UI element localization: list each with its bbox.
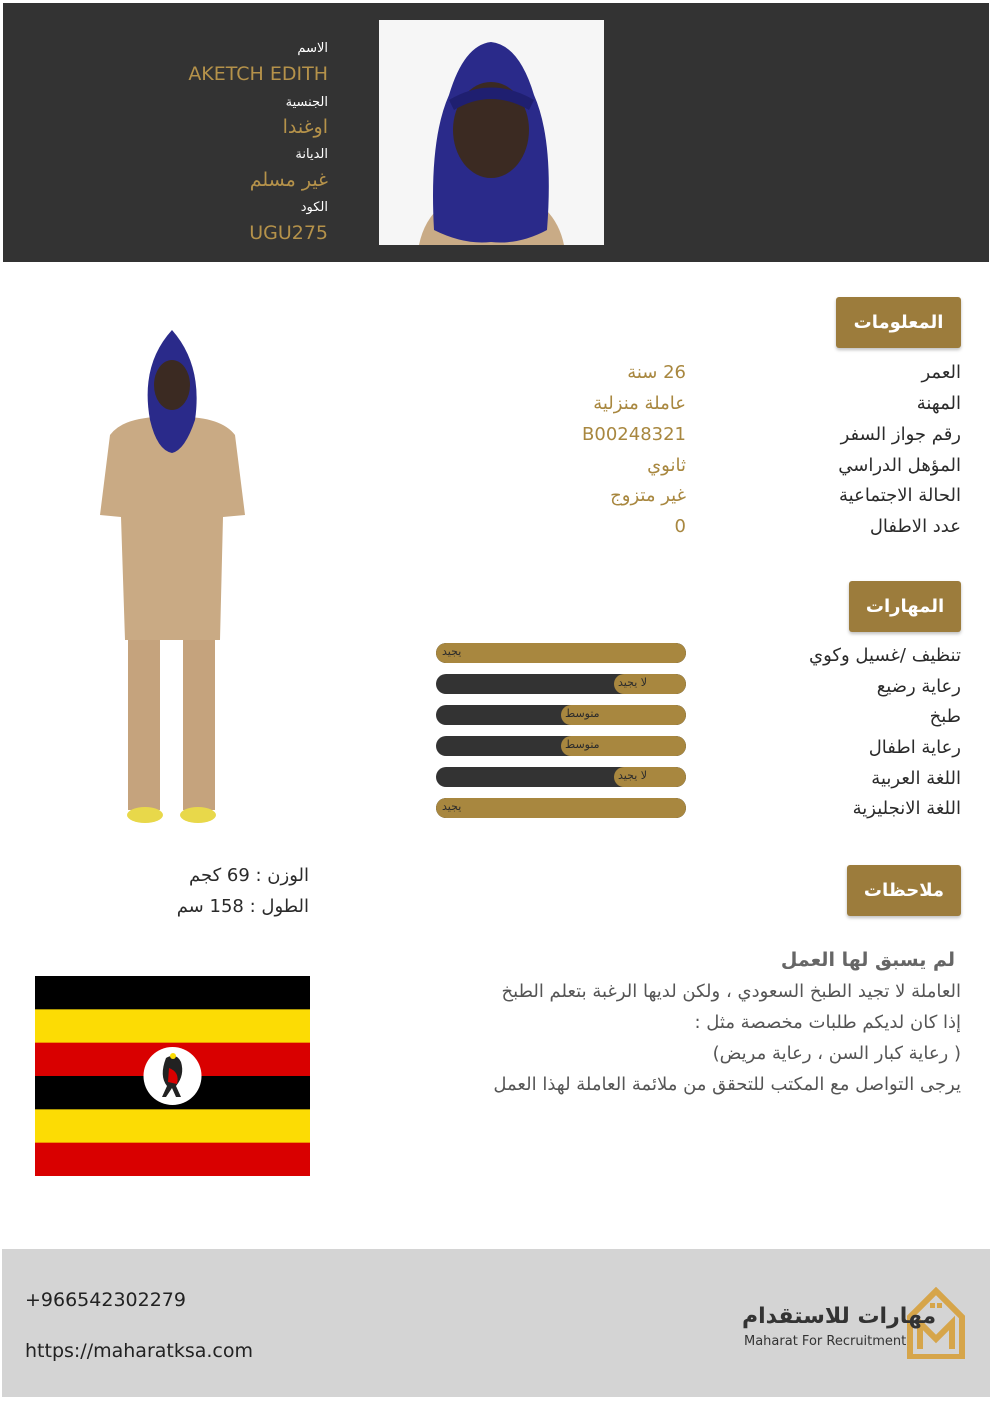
notes-heading: لم يسبق لها العمل xyxy=(780,949,955,971)
skill-level-text: يجيد xyxy=(442,800,462,813)
skill-label: اللغة الانجليزية xyxy=(852,798,961,819)
skill-level-bar xyxy=(436,798,686,818)
company-logo-english: Maharat For Recruitment xyxy=(744,1334,907,1349)
flag-stripe xyxy=(35,976,310,1010)
notes-section-title: ملاحظات xyxy=(847,865,961,916)
skill-level-text: لا يجيد xyxy=(618,769,648,782)
phone-number: +966542302279 xyxy=(25,1289,186,1311)
code-label: الكود xyxy=(300,200,328,215)
portrait-photo xyxy=(379,20,604,245)
marital-status-value: غير متزوج xyxy=(610,485,686,506)
skill-level-text: متوسط xyxy=(565,738,600,751)
nationality-label: الجنسية xyxy=(285,95,328,110)
height-value: الطول : 158 سم xyxy=(176,896,309,917)
note-line: العاملة لا تجيد الطبخ السعودي ، ولكن لديها الرغبة بتعلم الطبخ xyxy=(501,981,961,1002)
company-logo-arabic: مهارات للاستقدام xyxy=(742,1304,937,1329)
flag-stripe xyxy=(35,1109,310,1143)
website-link[interactable]: https://maharatksa.com xyxy=(25,1340,254,1362)
note-line: إذا كان لديكم طلبات مخصصة مثل : xyxy=(694,1012,961,1033)
note-line: ( رعاية كبار السن ، رعاية مريض) xyxy=(712,1043,961,1064)
skill-level-bar xyxy=(436,674,686,694)
uganda-flag xyxy=(35,976,310,1176)
flag-stripe xyxy=(35,1143,310,1176)
flag-stripe xyxy=(35,1009,310,1043)
skill-level-text: يجيد xyxy=(442,645,462,658)
passport-value: B00248321 xyxy=(582,424,686,445)
nationality-value: اوغندا xyxy=(282,116,328,138)
skill-level-text: لا يجيد xyxy=(618,676,648,689)
profession-label: المهنة xyxy=(916,393,961,414)
age-label: العمر xyxy=(921,362,961,383)
skill-label: تنظيف /غسيل وكوي xyxy=(809,645,961,666)
skill-level-bar xyxy=(436,767,686,787)
education-label: المؤهل الدراسي xyxy=(838,455,961,476)
children-label: عدد الاطفال xyxy=(869,516,961,537)
skill-level-fill xyxy=(436,798,686,818)
skill-level-bar xyxy=(436,643,686,663)
info-section-title: المعلومات xyxy=(836,297,961,348)
note-line: يرجى التواصل مع المكتب للتحقق من ملائمة العاملة لهذا العمل xyxy=(493,1074,961,1095)
weight-value: الوزن : 69 كجم xyxy=(189,865,309,886)
skill-level-bar xyxy=(436,736,686,756)
religion-value: غير مسلم xyxy=(249,169,328,191)
name-label: الاسم xyxy=(297,41,328,56)
skills-section-title: المهارات xyxy=(849,581,961,632)
religion-label: الديانة xyxy=(295,147,328,162)
profession-value: عاملة منزلية xyxy=(593,393,686,414)
skill-label: طبخ xyxy=(929,706,961,727)
skill-level-fill xyxy=(436,643,686,663)
skill-label: رعاية اطفال xyxy=(868,737,961,758)
skill-label: اللغة العربية xyxy=(871,768,961,789)
worker-name: AKETCH EDITH xyxy=(188,63,328,85)
age-value: 26 سنة xyxy=(627,362,686,383)
skill-level-bar xyxy=(436,705,686,725)
skill-label: رعاية رضيع xyxy=(876,676,961,697)
marital-status-label: الحالة الاجتماعية xyxy=(839,485,961,506)
full-body-photo xyxy=(95,325,250,835)
children-value: 0 xyxy=(674,516,686,537)
passport-label: رقم جواز السفر xyxy=(840,424,961,445)
code-value: UGU275 xyxy=(249,222,328,244)
skill-level-text: متوسط xyxy=(565,707,600,720)
education-value: ثانوي xyxy=(647,455,686,476)
